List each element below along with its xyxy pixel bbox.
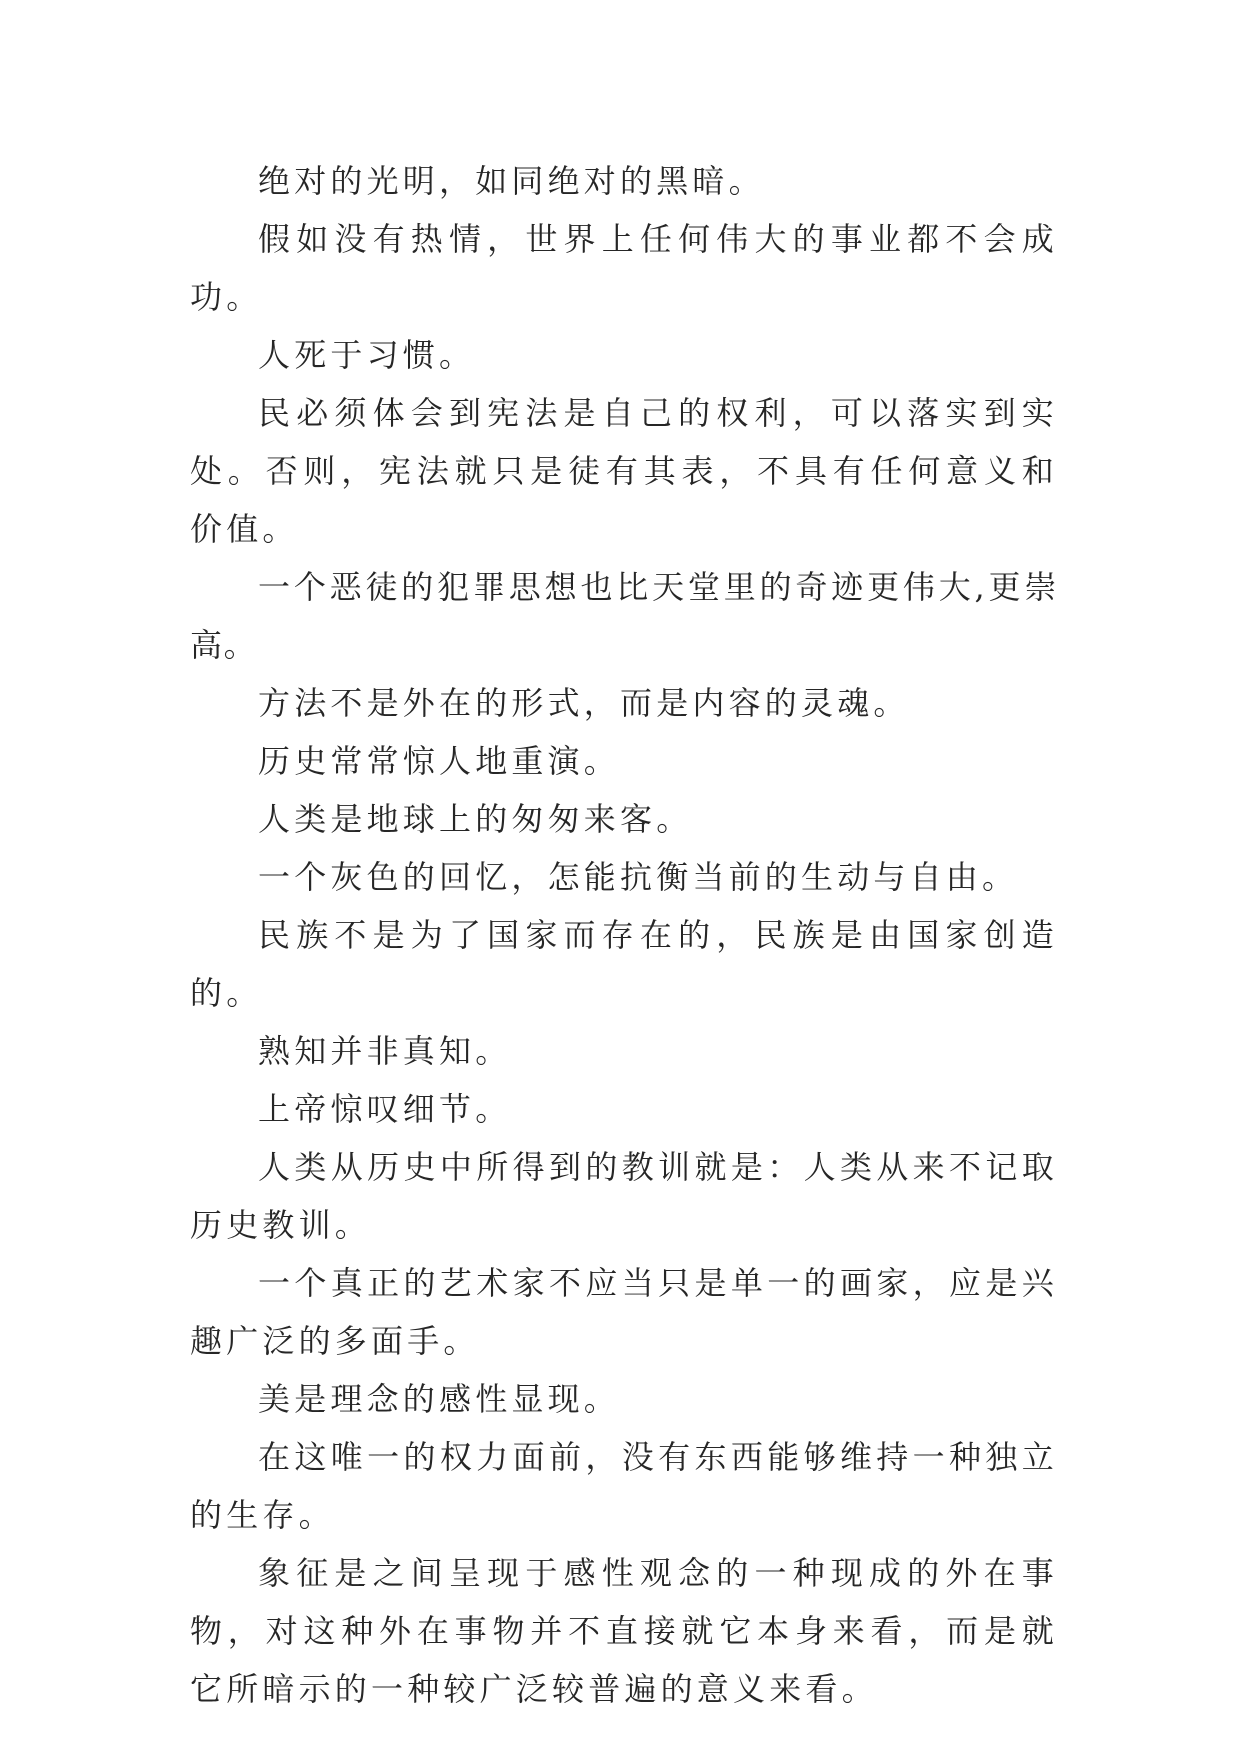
- paragraph: 熟知并非真知。: [258, 1032, 512, 1070]
- paragraph: 上帝惊叹细节。: [258, 1090, 512, 1128]
- document-body: [190, 152, 1058, 1718]
- paragraph: 民必须体会到宪法是自己的权利，可以落实到实处。否则，宪法就只是徒有其表，不具有任何意义和价值。: [190, 394, 1058, 548]
- paragraph: 假如没有热情，世界上任何伟大的事业都不会成功。: [190, 220, 1058, 316]
- paragraph: 历史常常惊人地重演。: [258, 742, 621, 780]
- paragraph: 人类从历史中所得到的教训就是：人类从来不记取历史教训。: [190, 1148, 1058, 1244]
- paragraph: 一个恶徒的犯罪思想也比天堂里的奇迹更伟大,更崇高。: [190, 568, 1058, 664]
- paragraph: 在这唯一的权力面前，没有东西能够维持一种独立的生存。: [190, 1438, 1058, 1534]
- paragraph: 美是理念的感性显现。: [258, 1380, 621, 1418]
- paragraph: 一个灰色的回忆，怎能抗衡当前的生动与自由。: [258, 858, 1019, 896]
- paragraph: 人死于习惯。: [258, 336, 476, 374]
- paragraph: 一个真正的艺术家不应当只是单一的画家，应是兴趣广泛的多面手。: [190, 1264, 1058, 1360]
- paragraph: 绝对的光明，如同绝对的黑暗。: [258, 162, 765, 200]
- paragraph: 民族不是为了国家而存在的，民族是由国家创造的。: [190, 916, 1058, 1012]
- paragraph: 象征是之间呈现于感性观念的一种现成的外在事物，对这种外在事物并不直接就它本身来看，而是就它所暗示的一种较广泛较普遍的意义来看。: [190, 1554, 1058, 1708]
- paragraph: 人类是地球上的匆匆来客。: [258, 800, 693, 838]
- paragraph: 方法不是外在的形式，而是内容的灵魂。: [258, 684, 910, 722]
